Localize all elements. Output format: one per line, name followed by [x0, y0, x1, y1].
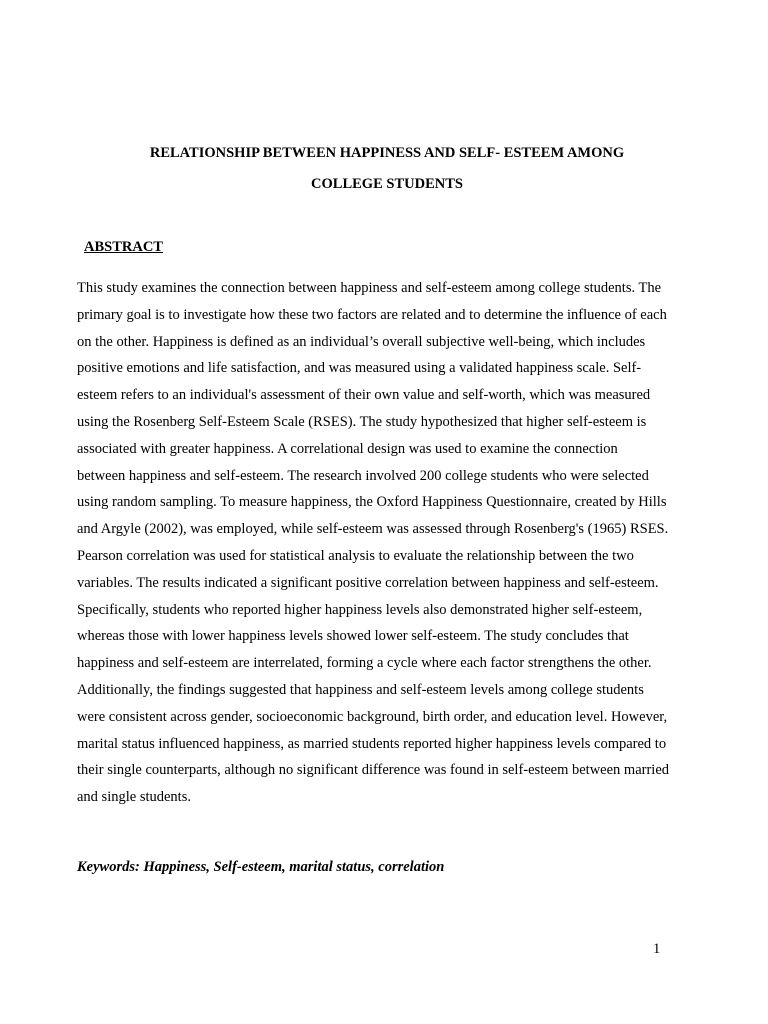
- abstract-line: This study examines the connection between happiness and self-esteem among college students. The: [77, 280, 662, 296]
- abstract-line: their single counterparts, although no significant difference was found in self-esteem between married: [77, 762, 670, 779]
- abstract-line: associated with greater happiness. A correlational design was used to examine the connection: [77, 440, 618, 457]
- abstract-heading: ABSTRACT: [84, 239, 163, 255]
- page-number: 1: [653, 941, 661, 957]
- abstract-line: esteem refers to an individual's assessment of their own value and self-worth, which was measured: [77, 387, 651, 404]
- abstract-line: whereas those with lower happiness levels showed lower self-esteem. The study concludes that: [77, 628, 629, 645]
- abstract-line: using random sampling. To measure happiness, the Oxford Happiness Questionnaire, created by Hills: [77, 494, 667, 511]
- title-line-1: RELATIONSHIP BETWEEN HAPPINESS AND SELF- ESTEEM AMONG: [149, 145, 625, 161]
- abstract-line: and single students.: [77, 789, 191, 806]
- keywords-line: Keywords: Happiness, Self-esteem, marital status, correlation: [77, 859, 445, 875]
- abstract-line: between happiness and self-esteem. The research involved 200 college students who were selected: [77, 467, 649, 484]
- abstract-line: variables. The results indicated a significant positive correlation between happiness and self-esteem.: [77, 574, 659, 591]
- abstract-line: happiness and self-esteem are interrelated, forming a cycle where each factor strengthens the other.: [77, 655, 652, 672]
- abstract-line: Specifically, students who reported higher happiness levels also demonstrated higher self-esteem,: [77, 601, 643, 618]
- abstract-line: using the Rosenberg Self-Esteem Scale (RSES). The study hypothesized that higher self-esteem is: [77, 413, 647, 430]
- abstract-line: marital status influenced happiness, as married students reported higher happiness levels compared to: [77, 735, 667, 752]
- abstract-line: primary goal is to investigate how these two factors are related and to determine the influence of each: [77, 306, 667, 323]
- abstract-line: and Argyle (2002), was employed, while self-esteem was assessed through Rosenberg's (1965) RSES.: [77, 521, 669, 538]
- abstract-line: Additionally, the findings suggested that happiness and self-esteem levels among college students: [77, 681, 644, 698]
- title-line-2: COLLEGE STUDENTS: [311, 176, 463, 192]
- abstract-body: [77, 275, 697, 811]
- abstract-line: on the other. Happiness is defined as an individual’s overall subjective well-being, which includes: [77, 333, 646, 350]
- abstract-line: were consistent across gender, socioeconomic background, birth order, and education level. However,: [77, 708, 668, 725]
- abstract-line: positive emotions and life satisfaction, and was measured using a validated happiness scale. Self-: [77, 360, 642, 377]
- abstract-line: Pearson correlation was used for statistical analysis to evaluate the relationship between the two: [77, 547, 634, 564]
